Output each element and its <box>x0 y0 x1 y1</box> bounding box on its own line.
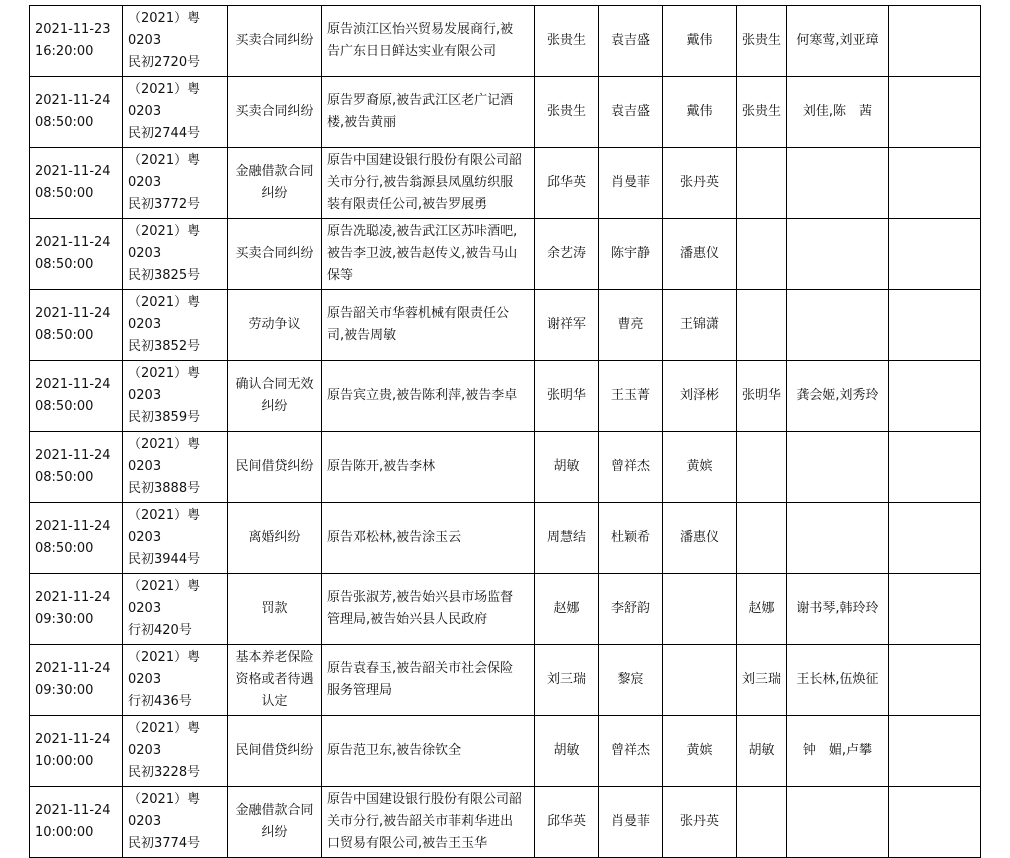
case-cause-cell: 基本养老保险 资格或者待遇 认定 <box>228 645 322 716</box>
hearing-time-cell: 2021-11-24 08:50:00 <box>30 219 123 290</box>
clerk-cell <box>737 290 787 361</box>
presiding-judge-cell: 赵娜 <box>535 574 599 645</box>
jurors-cell <box>787 432 889 503</box>
hearing-time-cell: 2021-11-24 08:50:00 <box>30 148 123 219</box>
table-row <box>30 503 981 574</box>
jurors-cell: 刘佳,陈 茜 <box>787 77 889 148</box>
clerk-cell: 赵娜 <box>737 574 787 645</box>
hearing-time-cell: 2021-11-24 08:50:00 <box>30 503 123 574</box>
clerk-cell <box>737 148 787 219</box>
panel-member-cell: 陈宇静 <box>599 219 663 290</box>
parties-cell: 原告中国建设银行股份有限公司韶 关市分行,被告翁源县凤凰纺织服 装有限责任公司,被告罗展勇 <box>322 148 535 219</box>
hearing-time-cell: 2021-11-24 08:50:00 <box>30 290 123 361</box>
table-row <box>30 787 981 858</box>
hearing-time-cell: 2021-11-23 16:20:00 <box>30 6 123 77</box>
panel-member-cell <box>663 574 737 645</box>
parties-cell: 原告浈江区怡兴贸易发展商行,被 告广东日日鲜达实业有限公司 <box>322 6 535 77</box>
parties-cell: 原告范卫东,被告徐钦全 <box>322 716 535 787</box>
table-row <box>30 77 981 148</box>
jurors-cell: 何寒莺,刘亚璋 <box>787 6 889 77</box>
panel-member-cell: 曾祥杰 <box>599 432 663 503</box>
table-row <box>30 290 981 361</box>
presiding-judge-cell: 谢祥军 <box>535 290 599 361</box>
case-cause-cell: 买卖合同纠纷 <box>228 219 322 290</box>
table-row <box>30 574 981 645</box>
empty-cell <box>889 77 981 148</box>
hearing-time-cell: 2021-11-24 08:50:00 <box>30 77 123 148</box>
parties-cell: 原告张淑芳,被告始兴县市场监督 管理局,被告始兴县人民政府 <box>322 574 535 645</box>
clerk-cell <box>737 503 787 574</box>
panel-member-cell: 戴伟 <box>663 6 737 77</box>
table-row <box>30 645 981 716</box>
presiding-judge-cell: 余艺涛 <box>535 219 599 290</box>
jurors-cell: 谢书琴,韩玲玲 <box>787 574 889 645</box>
panel-member-cell: 张丹英 <box>663 787 737 858</box>
panel-member-cell: 袁吉盛 <box>599 77 663 148</box>
parties-cell: 原告陈开,被告李林 <box>322 432 535 503</box>
table-row <box>30 716 981 787</box>
case-number-cell: （2021）粤0203 民初3944号 <box>123 503 228 574</box>
empty-cell <box>889 219 981 290</box>
panel-member-cell: 王玉菁 <box>599 361 663 432</box>
case-number-cell: （2021）粤0203 民初2744号 <box>123 77 228 148</box>
parties-cell: 原告宾立贵,被告陈利萍,被告李卓 <box>322 361 535 432</box>
panel-member-cell: 肖曼菲 <box>599 787 663 858</box>
case-cause-cell: 金融借款合同 纠纷 <box>228 148 322 219</box>
parties-cell: 原告邓松林,被告涂玉云 <box>322 503 535 574</box>
hearing-time-cell: 2021-11-24 10:00:00 <box>30 716 123 787</box>
jurors-cell: 龚会姬,刘秀玲 <box>787 361 889 432</box>
table-row <box>30 6 981 77</box>
case-number-cell: （2021）粤0203 民初3825号 <box>123 219 228 290</box>
table-row <box>30 432 981 503</box>
presiding-judge-cell: 周慧结 <box>535 503 599 574</box>
presiding-judge-cell: 张明华 <box>535 361 599 432</box>
presiding-judge-cell: 张贵生 <box>535 77 599 148</box>
case-cause-cell: 买卖合同纠纷 <box>228 6 322 77</box>
panel-member-cell: 杜颖希 <box>599 503 663 574</box>
parties-cell: 原告中国建设银行股份有限公司韶 关市分行,被告韶关市菲莉华进出 口贸易有限公司,被告王玉华 <box>322 787 535 858</box>
table-row <box>30 219 981 290</box>
panel-member-cell: 潘惠仪 <box>663 219 737 290</box>
case-cause-cell: 民间借贷纠纷 <box>228 716 322 787</box>
empty-cell <box>889 290 981 361</box>
case-number-cell: （2021）粤0203 民初3772号 <box>123 148 228 219</box>
empty-cell <box>889 361 981 432</box>
empty-cell <box>889 503 981 574</box>
panel-member-cell: 李舒韵 <box>599 574 663 645</box>
panel-member-cell: 曾祥杰 <box>599 716 663 787</box>
case-number-cell: （2021）粤0203 民初3859号 <box>123 361 228 432</box>
presiding-judge-cell: 张贵生 <box>535 6 599 77</box>
clerk-cell <box>737 787 787 858</box>
case-number-cell: （2021）粤0203 民初3888号 <box>123 432 228 503</box>
hearing-time-cell: 2021-11-24 08:50:00 <box>30 432 123 503</box>
empty-cell <box>889 432 981 503</box>
jurors-cell <box>787 148 889 219</box>
clerk-cell: 张贵生 <box>737 6 787 77</box>
case-number-cell: （2021）粤0203 民初3228号 <box>123 716 228 787</box>
case-number-cell: （2021）粤0203 行初436号 <box>123 645 228 716</box>
empty-cell <box>889 716 981 787</box>
case-cause-cell: 离婚纠纷 <box>228 503 322 574</box>
empty-cell <box>889 6 981 77</box>
parties-cell: 原告韶关市华蓉机械有限责任公 司,被告周敏 <box>322 290 535 361</box>
jurors-cell: 钟 媚,卢攀 <box>787 716 889 787</box>
case-number-cell: （2021）粤0203 行初420号 <box>123 574 228 645</box>
panel-member-cell: 张丹英 <box>663 148 737 219</box>
panel-member-cell: 戴伟 <box>663 77 737 148</box>
panel-member-cell <box>663 645 737 716</box>
presiding-judge-cell: 邱华英 <box>535 787 599 858</box>
presiding-judge-cell: 邱华英 <box>535 148 599 219</box>
presiding-judge-cell: 胡敏 <box>535 432 599 503</box>
panel-member-cell: 袁吉盛 <box>599 6 663 77</box>
case-cause-cell: 确认合同无效 纠纷 <box>228 361 322 432</box>
parties-cell: 原告袁春玉,被告韶关市社会保险 服务管理局 <box>322 645 535 716</box>
empty-cell <box>889 574 981 645</box>
jurors-cell <box>787 503 889 574</box>
case-cause-cell: 劳动争议 <box>228 290 322 361</box>
jurors-cell <box>787 787 889 858</box>
hearing-time-cell: 2021-11-24 08:50:00 <box>30 361 123 432</box>
panel-member-cell: 王锦潇 <box>663 290 737 361</box>
panel-member-cell: 黄嫔 <box>663 716 737 787</box>
clerk-cell: 张贵生 <box>737 77 787 148</box>
clerk-cell <box>737 432 787 503</box>
case-number-cell: （2021）粤0203 民初2720号 <box>123 6 228 77</box>
table-row <box>30 148 981 219</box>
case-number-cell: （2021）粤0203 民初3852号 <box>123 290 228 361</box>
hearing-time-cell: 2021-11-24 10:00:00 <box>30 787 123 858</box>
jurors-cell <box>787 219 889 290</box>
case-cause-cell: 买卖合同纠纷 <box>228 77 322 148</box>
panel-member-cell: 黄嫔 <box>663 432 737 503</box>
clerk-cell: 刘三瑞 <box>737 645 787 716</box>
clerk-cell <box>737 219 787 290</box>
empty-cell <box>889 787 981 858</box>
parties-cell: 原告冼聪凌,被告武江区苏咔酒吧, 被告李卫波,被告赵传义,被告马山 保等 <box>322 219 535 290</box>
jurors-cell: 王长林,伍焕征 <box>787 645 889 716</box>
presiding-judge-cell: 刘三瑞 <box>535 645 599 716</box>
clerk-cell: 胡敏 <box>737 716 787 787</box>
case-cause-cell: 罚款 <box>228 574 322 645</box>
parties-cell: 原告罗裔原,被告武江区老广记酒 楼,被告黄丽 <box>322 77 535 148</box>
clerk-cell: 张明华 <box>737 361 787 432</box>
empty-cell <box>889 645 981 716</box>
case-cause-cell: 民间借贷纠纷 <box>228 432 322 503</box>
case-number-cell: （2021）粤0203 民初3774号 <box>123 787 228 858</box>
panel-member-cell: 曹亮 <box>599 290 663 361</box>
panel-member-cell: 刘泽彬 <box>663 361 737 432</box>
presiding-judge-cell: 胡敏 <box>535 716 599 787</box>
panel-member-cell: 肖曼菲 <box>599 148 663 219</box>
panel-member-cell: 潘惠仪 <box>663 503 737 574</box>
empty-cell <box>889 148 981 219</box>
case-cause-cell: 金融借款合同 纠纷 <box>228 787 322 858</box>
hearing-time-cell: 2021-11-24 09:30:00 <box>30 574 123 645</box>
hearing-time-cell: 2021-11-24 09:30:00 <box>30 645 123 716</box>
panel-member-cell: 黎宸 <box>599 645 663 716</box>
jurors-cell <box>787 290 889 361</box>
court-schedule-table <box>29 5 981 858</box>
table-row <box>30 361 981 432</box>
